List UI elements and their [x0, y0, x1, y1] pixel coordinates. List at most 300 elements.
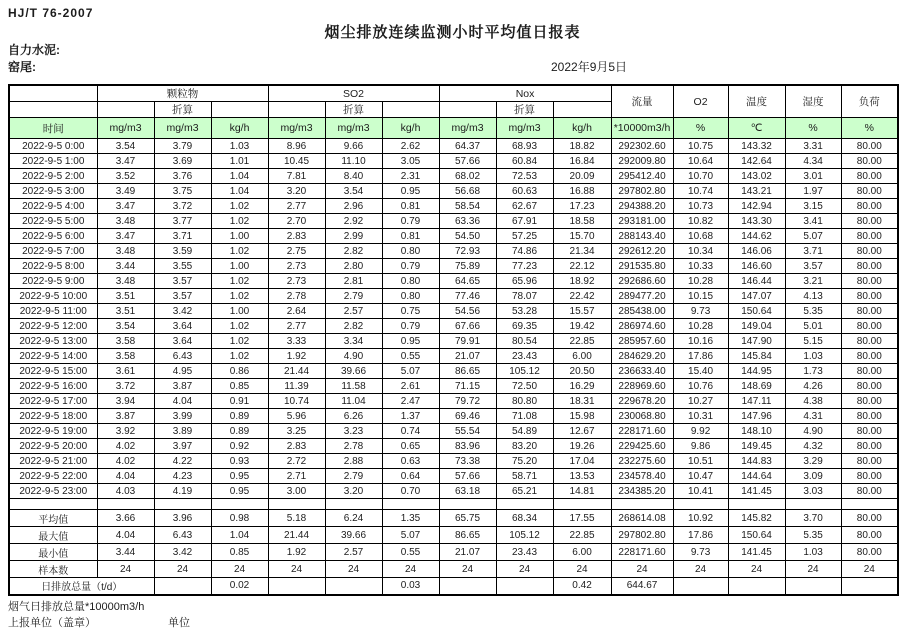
value-cell: 1.02: [211, 199, 268, 214]
summary-value: 39.66: [325, 527, 382, 544]
value-cell: 144.83: [728, 454, 785, 469]
value-cell: 147.90: [728, 334, 785, 349]
value-cell: 3.09: [785, 469, 841, 484]
value-cell: 144.62: [728, 229, 785, 244]
value-cell: 80.00: [841, 259, 898, 274]
value-cell: 2.77: [268, 199, 325, 214]
time-cell: 2022-9-5 8:00: [9, 259, 97, 274]
value-cell: 142.94: [728, 199, 785, 214]
value-cell: 2.78: [325, 439, 382, 454]
value-cell: 3.72: [97, 379, 154, 394]
value-cell: 3.20: [268, 184, 325, 199]
value-cell: 17.04: [553, 454, 611, 469]
data-row: [9, 214, 898, 229]
summary-value: 3.42: [154, 544, 211, 561]
value-cell: 4.04: [97, 469, 154, 484]
data-row: [9, 259, 898, 274]
value-cell: 143.30: [728, 214, 785, 229]
value-cell: 6.00: [553, 349, 611, 364]
value-cell: 0.80: [382, 289, 439, 304]
value-cell: 10.51: [673, 454, 728, 469]
value-cell: 1.00: [211, 304, 268, 319]
value-cell: 54.50: [439, 229, 496, 244]
value-cell: 68.02: [439, 169, 496, 184]
summary-value: 0.85: [211, 544, 268, 561]
value-cell: 3.72: [154, 199, 211, 214]
value-cell: 55.54: [439, 424, 496, 439]
value-cell: 1.73: [785, 364, 841, 379]
value-cell: 10.70: [673, 169, 728, 184]
value-cell: 10.74: [673, 184, 728, 199]
value-cell: 3.87: [97, 409, 154, 424]
value-cell: 7.81: [268, 169, 325, 184]
daily-total-value: [325, 578, 382, 595]
value-cell: 4.26: [785, 379, 841, 394]
summary-value: 24: [211, 561, 268, 578]
value-cell: 0.89: [211, 409, 268, 424]
value-cell: 74.86: [496, 244, 553, 259]
value-cell: 144.95: [728, 364, 785, 379]
summary-value: 1.03: [785, 544, 841, 561]
value-cell: 15.70: [553, 229, 611, 244]
time-cell: 2022-9-5 22:00: [9, 469, 97, 484]
value-cell: 10.76: [673, 379, 728, 394]
summary-value: 5.35: [785, 527, 841, 544]
daily-total-value: [728, 578, 785, 595]
value-cell: 228171.60: [611, 424, 673, 439]
value-cell: 8.96: [268, 139, 325, 154]
value-cell: 1.02: [211, 244, 268, 259]
value-cell: 3.54: [325, 184, 382, 199]
value-cell: 65.96: [496, 274, 553, 289]
value-cell: 2.78: [268, 289, 325, 304]
value-cell: 79.91: [439, 334, 496, 349]
group-so2: SO2: [268, 85, 439, 102]
value-cell: 3.33: [268, 334, 325, 349]
summary-value: 6.24: [325, 510, 382, 527]
summary-row: [9, 527, 898, 544]
daily-total-value: [673, 578, 728, 595]
summary-value: 3.96: [154, 510, 211, 527]
value-cell: 78.07: [496, 289, 553, 304]
unit-cell: mg/m3: [496, 118, 553, 139]
value-cell: 23.43: [496, 349, 553, 364]
summary-value: 1.04: [211, 527, 268, 544]
time-header-blank-1: [9, 85, 97, 102]
value-cell: 2.96: [325, 199, 382, 214]
value-cell: 3.75: [154, 184, 211, 199]
time-cell: 2022-9-5 7:00: [9, 244, 97, 259]
value-cell: 1.04: [211, 184, 268, 199]
value-cell: 80.00: [841, 409, 898, 424]
value-cell: 3.15: [785, 199, 841, 214]
summary-value: 80.00: [841, 544, 898, 561]
data-row: [9, 274, 898, 289]
daily-total-value: 0.02: [211, 578, 268, 595]
value-cell: 75.89: [439, 259, 496, 274]
value-cell: 4.23: [154, 469, 211, 484]
value-cell: 1.00: [211, 229, 268, 244]
value-cell: 3.64: [154, 319, 211, 334]
value-cell: 3.64: [154, 334, 211, 349]
summary-value: 24: [154, 561, 211, 578]
value-cell: 3.92: [97, 424, 154, 439]
value-cell: 0.80: [382, 244, 439, 259]
value-cell: 3.71: [154, 229, 211, 244]
value-cell: 17.23: [553, 199, 611, 214]
summary-value: 0.55: [382, 544, 439, 561]
time-cell: 2022-9-5 13:00: [9, 334, 97, 349]
time-cell: 2022-9-5 12:00: [9, 319, 97, 334]
value-cell: 5.15: [785, 334, 841, 349]
value-cell: 0.81: [382, 199, 439, 214]
value-cell: 3.48: [97, 244, 154, 259]
value-cell: 83.96: [439, 439, 496, 454]
value-cell: 3.61: [97, 364, 154, 379]
unit-cell: mg/m3: [154, 118, 211, 139]
value-cell: 3.05: [382, 154, 439, 169]
summary-value: 2.57: [325, 544, 382, 561]
value-cell: 4.34: [785, 154, 841, 169]
value-cell: 54.89: [496, 424, 553, 439]
value-cell: 80.00: [841, 394, 898, 409]
value-cell: 2.31: [382, 169, 439, 184]
summary-value: 24: [553, 561, 611, 578]
value-cell: 80.00: [841, 289, 898, 304]
value-cell: 80.00: [841, 244, 898, 259]
value-cell: 285438.00: [611, 304, 673, 319]
value-cell: 3.25: [268, 424, 325, 439]
value-cell: 63.36: [439, 214, 496, 229]
summary-value: 24: [268, 561, 325, 578]
summary-value: 145.82: [728, 510, 785, 527]
value-cell: 2.88: [325, 454, 382, 469]
value-cell: 18.82: [553, 139, 611, 154]
value-cell: 143.32: [728, 139, 785, 154]
value-cell: 10.74: [268, 394, 325, 409]
value-cell: 3.89: [154, 424, 211, 439]
value-cell: 1.04: [211, 169, 268, 184]
value-cell: 2.62: [382, 139, 439, 154]
summary-value: 24: [785, 561, 841, 578]
time-cell: 2022-9-5 20:00: [9, 439, 97, 454]
value-cell: 0.74: [382, 424, 439, 439]
value-cell: 10.28: [673, 274, 728, 289]
value-cell: 71.08: [496, 409, 553, 424]
value-cell: 0.79: [382, 214, 439, 229]
value-cell: 4.90: [785, 424, 841, 439]
value-cell: 0.75: [382, 304, 439, 319]
value-cell: 4.02: [97, 439, 154, 454]
value-cell: 5.07: [785, 229, 841, 244]
value-cell: 77.46: [439, 289, 496, 304]
value-cell: 10.34: [673, 244, 728, 259]
value-cell: 15.40: [673, 364, 728, 379]
value-cell: 5.01: [785, 319, 841, 334]
reporting-unit-label: 上报单位（盖章）: [8, 617, 96, 629]
value-cell: 3.77: [154, 214, 211, 229]
value-cell: 10.45: [268, 154, 325, 169]
value-cell: 1.97: [785, 184, 841, 199]
value-cell: 0.63: [382, 454, 439, 469]
value-cell: 3.44: [97, 259, 154, 274]
data-row: [9, 304, 898, 319]
time-cell: 2022-9-5 1:00: [9, 154, 97, 169]
value-cell: 17.86: [673, 349, 728, 364]
value-cell: 80.00: [841, 469, 898, 484]
unit-cell: ℃: [728, 118, 785, 139]
daily-total-value: [841, 578, 898, 595]
daily-total-value: 644.67: [611, 578, 673, 595]
value-cell: 145.84: [728, 349, 785, 364]
value-cell: 19.26: [553, 439, 611, 454]
value-cell: 80.00: [841, 334, 898, 349]
value-cell: 22.12: [553, 259, 611, 274]
summary-label: 最大值: [9, 527, 97, 544]
value-cell: 4.38: [785, 394, 841, 409]
data-row: [9, 169, 898, 184]
value-cell: 142.64: [728, 154, 785, 169]
value-cell: 4.95: [154, 364, 211, 379]
value-cell: 147.11: [728, 394, 785, 409]
empty-cell: [268, 499, 325, 510]
value-cell: 10.68: [673, 229, 728, 244]
summary-value: 268614.08: [611, 510, 673, 527]
daily-total-value: [154, 578, 211, 595]
value-cell: 10.64: [673, 154, 728, 169]
value-cell: 60.84: [496, 154, 553, 169]
value-cell: 3.79: [154, 139, 211, 154]
value-cell: 21.44: [268, 364, 325, 379]
value-cell: 16.88: [553, 184, 611, 199]
value-cell: 297802.80: [611, 184, 673, 199]
value-cell: 2.92: [325, 214, 382, 229]
summary-value: 80.00: [841, 510, 898, 527]
value-cell: 3.76: [154, 169, 211, 184]
summary-value: 24: [97, 561, 154, 578]
value-cell: 1.02: [211, 274, 268, 289]
summary-value: 22.85: [553, 527, 611, 544]
time-cell: 2022-9-5 16:00: [9, 379, 97, 394]
value-cell: 80.00: [841, 274, 898, 289]
value-cell: 3.99: [154, 409, 211, 424]
data-row: [9, 184, 898, 199]
value-cell: 3.58: [97, 349, 154, 364]
value-cell: 10.75: [673, 139, 728, 154]
value-cell: 57.66: [439, 469, 496, 484]
unit-cell: kg/h: [553, 118, 611, 139]
value-cell: 62.67: [496, 199, 553, 214]
value-cell: 234385.20: [611, 484, 673, 499]
data-row: [9, 424, 898, 439]
value-cell: 291535.80: [611, 259, 673, 274]
value-cell: 79.72: [439, 394, 496, 409]
value-cell: 292302.60: [611, 139, 673, 154]
value-cell: 20.50: [553, 364, 611, 379]
blank-cell: [439, 102, 496, 118]
value-cell: 80.00: [841, 184, 898, 199]
value-cell: 2.64: [268, 304, 325, 319]
value-cell: 232275.60: [611, 454, 673, 469]
col-load: 负荷: [841, 85, 898, 118]
value-cell: 2.81: [325, 274, 382, 289]
value-cell: 3.20: [325, 484, 382, 499]
summary-value: 9.73: [673, 544, 728, 561]
value-cell: 22.85: [553, 334, 611, 349]
value-cell: 80.00: [841, 214, 898, 229]
value-cell: 0.80: [382, 274, 439, 289]
col-flow: 流量: [611, 85, 673, 118]
time-cell: 2022-9-5 19:00: [9, 424, 97, 439]
value-cell: 9.86: [673, 439, 728, 454]
value-cell: 0.79: [382, 319, 439, 334]
value-cell: 3.57: [154, 289, 211, 304]
value-cell: 3.00: [268, 484, 325, 499]
value-cell: 16.84: [553, 154, 611, 169]
value-cell: 68.93: [496, 139, 553, 154]
time-cell: 2022-9-5 17:00: [9, 394, 97, 409]
summary-label: 最小值: [9, 544, 97, 561]
value-cell: 6.43: [154, 349, 211, 364]
summary-value: 6.43: [154, 527, 211, 544]
summary-value: 228171.60: [611, 544, 673, 561]
value-cell: 5.07: [382, 364, 439, 379]
value-cell: 1.02: [211, 349, 268, 364]
empty-cell: [728, 499, 785, 510]
summary-value: 10.92: [673, 510, 728, 527]
value-cell: 2.99: [325, 229, 382, 244]
summary-value: 1.92: [268, 544, 325, 561]
value-cell: 18.31: [553, 394, 611, 409]
value-cell: 236633.40: [611, 364, 673, 379]
value-cell: 289477.20: [611, 289, 673, 304]
value-cell: 15.57: [553, 304, 611, 319]
value-cell: 72.53: [496, 169, 553, 184]
value-cell: 3.01: [785, 169, 841, 184]
summary-value: 21.07: [439, 544, 496, 561]
value-cell: 0.55: [382, 349, 439, 364]
value-cell: 292612.20: [611, 244, 673, 259]
empty-cell: [9, 499, 97, 510]
time-cell: 2022-9-5 4:00: [9, 199, 97, 214]
value-cell: 2.75: [268, 244, 325, 259]
value-cell: 53.28: [496, 304, 553, 319]
value-cell: 3.54: [97, 139, 154, 154]
value-cell: 3.41: [785, 214, 841, 229]
value-cell: 0.95: [211, 469, 268, 484]
summary-row: [9, 561, 898, 578]
value-cell: 141.45: [728, 484, 785, 499]
value-cell: 80.00: [841, 304, 898, 319]
value-cell: 6.26: [325, 409, 382, 424]
data-row: [9, 394, 898, 409]
value-cell: 58.71: [496, 469, 553, 484]
data-row: [9, 454, 898, 469]
value-cell: 149.45: [728, 439, 785, 454]
value-cell: 20.09: [553, 169, 611, 184]
value-cell: 15.98: [553, 409, 611, 424]
header-group-row: [9, 85, 898, 102]
empty-cell: [439, 499, 496, 510]
value-cell: 9.66: [325, 139, 382, 154]
unit-cell: mg/m3: [439, 118, 496, 139]
value-cell: 10.33: [673, 259, 728, 274]
value-cell: 147.07: [728, 289, 785, 304]
value-cell: 12.67: [553, 424, 611, 439]
value-cell: 2.83: [268, 439, 325, 454]
value-cell: 1.03: [211, 139, 268, 154]
value-cell: 3.23: [325, 424, 382, 439]
value-cell: 2.73: [268, 274, 325, 289]
summary-value: 5.18: [268, 510, 325, 527]
value-cell: 3.52: [97, 169, 154, 184]
summary-value: 3.70: [785, 510, 841, 527]
value-cell: 2.77: [268, 319, 325, 334]
so2-conversion-label: 折算: [325, 102, 382, 118]
time-cell: 2022-9-5 21:00: [9, 454, 97, 469]
value-cell: 80.00: [841, 139, 898, 154]
value-cell: 69.35: [496, 319, 553, 334]
summary-value: 24: [673, 561, 728, 578]
value-cell: 11.58: [325, 379, 382, 394]
report-title: 烟尘排放连续监测小时平均值日报表: [324, 24, 581, 41]
empty-cell: [553, 499, 611, 510]
value-cell: 0.95: [211, 484, 268, 499]
value-cell: 2.80: [325, 259, 382, 274]
value-cell: 0.64: [382, 469, 439, 484]
daily-total-value: 0.42: [553, 578, 611, 595]
value-cell: 0.93: [211, 454, 268, 469]
blank-cell: [211, 102, 268, 118]
value-cell: 1.37: [382, 409, 439, 424]
daily-total-value: [785, 578, 841, 595]
value-cell: 0.81: [382, 229, 439, 244]
value-cell: 3.59: [154, 244, 211, 259]
value-cell: 4.31: [785, 409, 841, 424]
unit-cell: %: [673, 118, 728, 139]
summary-value: 6.00: [553, 544, 611, 561]
value-cell: 14.81: [553, 484, 611, 499]
summary-value: 23.43: [496, 544, 553, 561]
value-cell: 65.21: [496, 484, 553, 499]
value-cell: 3.42: [154, 304, 211, 319]
value-cell: 148.69: [728, 379, 785, 394]
value-cell: 5.35: [785, 304, 841, 319]
value-cell: 1.03: [785, 349, 841, 364]
summary-value: 1.35: [382, 510, 439, 527]
value-cell: 105.12: [496, 364, 553, 379]
value-cell: 149.04: [728, 319, 785, 334]
value-cell: 146.06: [728, 244, 785, 259]
value-cell: 4.03: [97, 484, 154, 499]
time-cell: 2022-9-5 11:00: [9, 304, 97, 319]
value-cell: 10.15: [673, 289, 728, 304]
summary-value: 65.75: [439, 510, 496, 527]
empty-cell: [785, 499, 841, 510]
emission-data-table: [8, 84, 899, 596]
data-row: [9, 439, 898, 454]
value-cell: 80.00: [841, 229, 898, 244]
value-cell: 60.63: [496, 184, 553, 199]
col-o2: O2: [673, 85, 728, 118]
value-cell: 10.27: [673, 394, 728, 409]
value-cell: 80.54: [496, 334, 553, 349]
data-row: [9, 364, 898, 379]
value-cell: 4.32: [785, 439, 841, 454]
summary-value: 24: [382, 561, 439, 578]
pm-conversion-label: 折算: [154, 102, 211, 118]
value-cell: 228969.60: [611, 379, 673, 394]
